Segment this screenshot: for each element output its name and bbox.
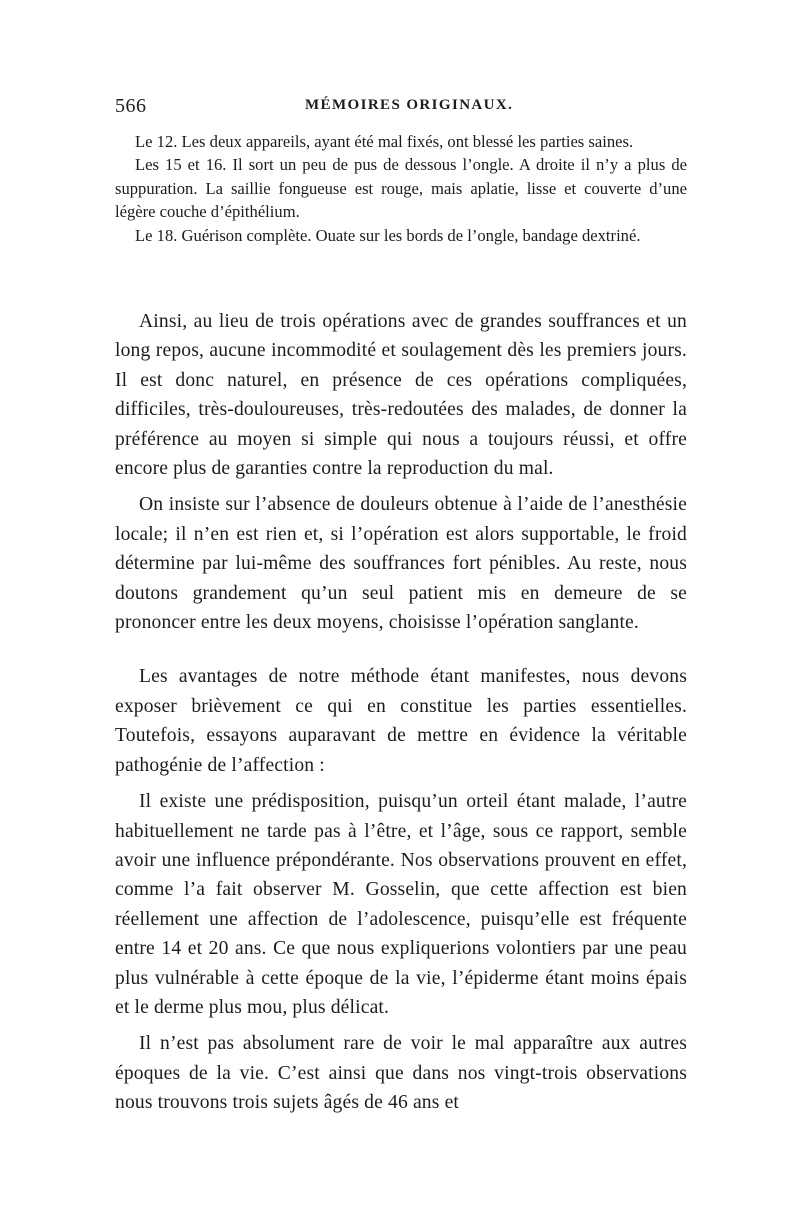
clinical-notes bbox=[115, 130, 687, 247]
note-entry: Le 12. Les deux appareils, ayant été mal fixés, ont blessé les parties saines. bbox=[135, 132, 634, 151]
paragraph: On insiste sur l’absence de douleurs obtenue à l’aide de l’anesthésie locale; il n’en est rien et, si l’opération est alors supportable, le froid détermine par lui-même des souffrances fort pénibles. Au reste, nous doutons grandement qu’un seul patient mis en demeure de se prononcer entre les deux moyens, choisisse l’opération sanglante. bbox=[115, 494, 687, 634]
note-entry: Les 15 et 16. Il sort un peu de pus de dessous l’ongle. A droite il n’y a plus de suppuration. La saillie fongueuse est rouge, mais aplatie, lisse et couverte d’une légère couche d’épithélium. bbox=[115, 155, 687, 222]
paragraph: Il existe une prédisposition, puisqu’un orteil étant malade, l’autre habituellement ne tarde pas à l’être, et l’âge, sous ce rapport, semble avoir une influence prépondérante. Nos observations prouvent en effet, comme l’a fait observer M. Gosselin, que cette affection est bien réellement une affection de l’adolescence, puisqu’elle est fréquente entre 14 et 20 ans. Ce que nous expliquerions volontiers par une peau plus vulnérable à cette époque de la vie, l’épiderme étant moins épais et le derme plus mou, plus délicat. bbox=[115, 791, 687, 1018]
paragraph: Les avantages de notre méthode étant manifestes, nous devons exposer brièvement ce qui en constitue les parties essentielles. Toutefois, essayons auparavant de mettre en évidence la véritable pathogénie de l’affection : bbox=[115, 666, 687, 776]
page-header bbox=[115, 95, 687, 123]
note-entry: Le 18. Guérison complète. Ouate sur les bords de l’ongle, bandage dextriné. bbox=[135, 225, 641, 245]
main-text bbox=[115, 307, 687, 1118]
paragraph: Il n’est pas absolument rare de voir le mal apparaître aux autres époques de la vie. C’est ainsi que dans nos vingt-trois observations nous trouvons trois sujets âgés de 46 ans et bbox=[115, 1033, 687, 1114]
page-number: 566 bbox=[115, 95, 147, 117]
paragraph: Ainsi, au lieu de trois opérations avec de grandes souffrances et un long repos, aucune incommodité et soulagement dès les premiers jours. Il est donc naturel, en présence de ces opérations compliquées, difficiles, très-douloureuses, très-redoutées des malades, de donner la préférence au moyen si simple qui nous a toujours réussi, et offre encore plus de garanties contre la reproduction du mal. bbox=[115, 311, 687, 480]
running-title: MÉMOIRES ORIGINAUX. bbox=[305, 97, 514, 113]
